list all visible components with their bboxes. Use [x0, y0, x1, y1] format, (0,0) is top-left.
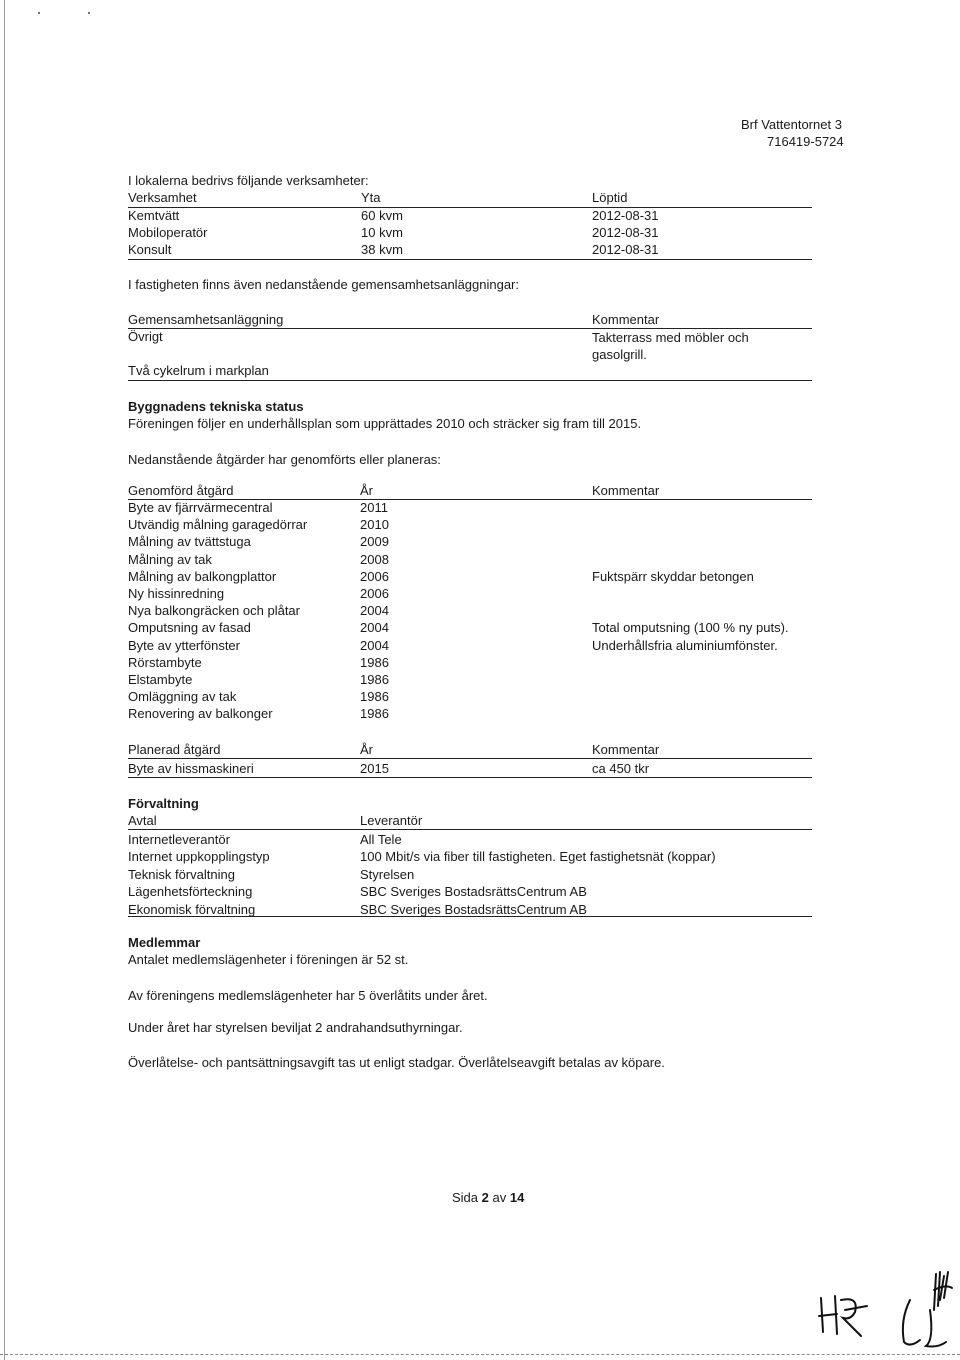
signature-initials-2 — [890, 1270, 960, 1350]
technical-status-text: Föreningen följer en underhållsplan som upprättades 2010 och sträcker sig fram till 2015. — [128, 416, 642, 431]
divider — [128, 829, 812, 830]
members-heading: Medlemmar — [128, 935, 201, 950]
table-cell: Målning av balkongplattor — [128, 568, 277, 584]
org-name: Brf Vattentornet 3 — [741, 117, 842, 132]
table-cell: Målning av tvättstuga — [128, 534, 251, 550]
divider — [128, 380, 812, 381]
table-cell: Omläggning av tak — [128, 689, 237, 705]
table-cell: Fuktspärr skyddar betongen — [592, 568, 754, 584]
table-cell: Rörstambyte — [128, 654, 202, 670]
technical-status-heading: Byggnadens tekniska status — [128, 399, 304, 414]
members-text: Av föreningens medlemslägenheter har 5 överlåtits under året. — [128, 988, 488, 1003]
table-cell: Elstambyte — [128, 672, 193, 687]
table-cell: Konsult — [128, 242, 172, 257]
col-header-year: År — [360, 483, 373, 498]
facilities-intro: I fastigheten finns även nedanstående gemensamhetsanläggningar: — [128, 277, 520, 292]
scan-edge-line — [4, 0, 5, 1360]
divider — [128, 207, 812, 208]
col-header-comment: Kommentar — [592, 312, 660, 327]
table-cell: Byte av fjärrvärmecentral — [128, 500, 273, 515]
col-header-completed: Genomförd åtgärd — [128, 483, 234, 498]
table-cell: 1986 — [360, 654, 389, 670]
premises-intro: I lokalerna bedrivs följande verksamheter: — [128, 173, 369, 188]
table-cell: Nya balkongräcken och plåtar — [128, 603, 300, 619]
table-cell: 2012-08-31 — [592, 208, 659, 223]
table-cell: 60 kvm — [361, 208, 403, 223]
table-cell: 2012-08-31 — [592, 225, 659, 240]
table-cell: Kemtvätt — [128, 208, 180, 223]
table-cell: 100 Mbit/s via fiber till fastigheten. Eget fastighetsnät (koppar) — [360, 849, 716, 865]
table-cell: 2011 — [360, 500, 388, 515]
page-separator: av — [488, 1190, 510, 1205]
table-cell: 38 kvm — [361, 242, 403, 257]
table-cell: 10 kvm — [361, 225, 403, 240]
col-header-year: År — [360, 742, 373, 757]
table-cell: 2009 — [360, 534, 389, 550]
col-header-facility: Gemensamhetsanläggning — [128, 312, 284, 327]
col-header-lease: Löptid — [592, 190, 628, 205]
table-cell: Målning av tak — [128, 551, 212, 567]
divider — [128, 777, 812, 778]
col-header-planned: Planerad åtgärd — [128, 742, 221, 757]
table-cell: 2015 — [360, 761, 389, 776]
col-header-comment: Kommentar — [592, 742, 660, 757]
members-text: Under året har styrelsen beviljat 2 andrahandsuthyrningar. — [128, 1020, 463, 1035]
divider — [128, 259, 812, 260]
table-cell: 2006 — [360, 568, 389, 584]
col-header-activity: Verksamhet — [128, 190, 197, 205]
table-cell: Mobiloperatör — [128, 225, 208, 240]
table-cell: All Tele — [360, 832, 402, 847]
table-cell: Ekonomisk förvaltning — [128, 901, 256, 917]
scan-bottom-line — [0, 1354, 960, 1355]
page-label: Sida — [452, 1190, 482, 1205]
table-cell: Teknisk förvaltning — [128, 866, 235, 882]
table-cell: 2008 — [360, 551, 389, 567]
members-text: Antalet medlemslägenheter i föreningen är 52 st. — [128, 952, 409, 967]
table-cell: Utvändig målning garagedörrar — [128, 517, 308, 533]
page-number — [452, 1190, 524, 1206]
page-current: 2 — [481, 1190, 489, 1205]
col-header-area: Yta — [361, 190, 381, 205]
divider — [128, 916, 812, 917]
table-cell: 2010 — [360, 517, 389, 533]
signature-initials-1 — [815, 1290, 875, 1340]
table-cell: 2004 — [360, 603, 389, 619]
col-header-supplier: Leverantör — [360, 813, 423, 828]
col-header-comment: Kommentar — [592, 483, 660, 498]
scan-speck — [88, 12, 90, 14]
table-cell: Ny hissinredning — [128, 586, 225, 601]
table-cell: Underhållsfria aluminiumfönster. — [592, 637, 778, 653]
measures-intro: Nedanstående åtgärder har genomförts eller planeras: — [128, 452, 441, 467]
col-header-contract: Avtal — [128, 813, 157, 828]
table-cell: 2004 — [360, 637, 389, 653]
scan-speck — [38, 12, 40, 14]
org-number: 716419-5724 — [767, 134, 844, 149]
table-cell: 2004 — [360, 620, 389, 636]
table-cell: Styrelsen — [360, 866, 415, 882]
management-heading: Förvaltning — [128, 796, 199, 811]
members-text: Överlåtelse- och pantsättningsavgift tas ut enligt stadgar. Överlåtelseavgift betalas av köpare. — [128, 1055, 665, 1070]
table-cell: Total omputsning (100 % ny puts). — [592, 620, 789, 636]
table-cell: SBC Sveriges BostadsrättsCentrum AB — [360, 901, 587, 917]
table-cell: Byte av hissmaskineri — [128, 761, 254, 776]
table-cell: 2006 — [360, 586, 389, 601]
table-cell: ca 450 tkr — [592, 761, 650, 776]
table-cell: Lägenhetsförteckning — [128, 884, 253, 900]
table-cell: 1986 — [360, 706, 389, 722]
table-cell: Internet uppkopplingstyp — [128, 849, 270, 865]
table-cell: Byte av ytterfönster — [128, 637, 240, 653]
divider — [128, 758, 812, 759]
table-cell: Takterrass med möbler och gasolgrill. — [592, 330, 749, 362]
table-cell: 1986 — [360, 689, 389, 705]
table-cell: 2012-08-31 — [592, 242, 659, 257]
page-total: 14 — [509, 1190, 525, 1205]
table-cell: SBC Sveriges BostadsrättsCentrum AB — [360, 884, 587, 900]
table-cell: Övrigt — [128, 329, 163, 344]
table-cell: 1986 — [360, 672, 389, 687]
table-cell: Omputsning av fasad — [128, 620, 251, 636]
table-cell: Två cykelrum i markplan — [128, 363, 269, 378]
table-cell: Renovering av balkonger — [128, 706, 273, 722]
table-cell: Internetleverantör — [128, 832, 230, 847]
